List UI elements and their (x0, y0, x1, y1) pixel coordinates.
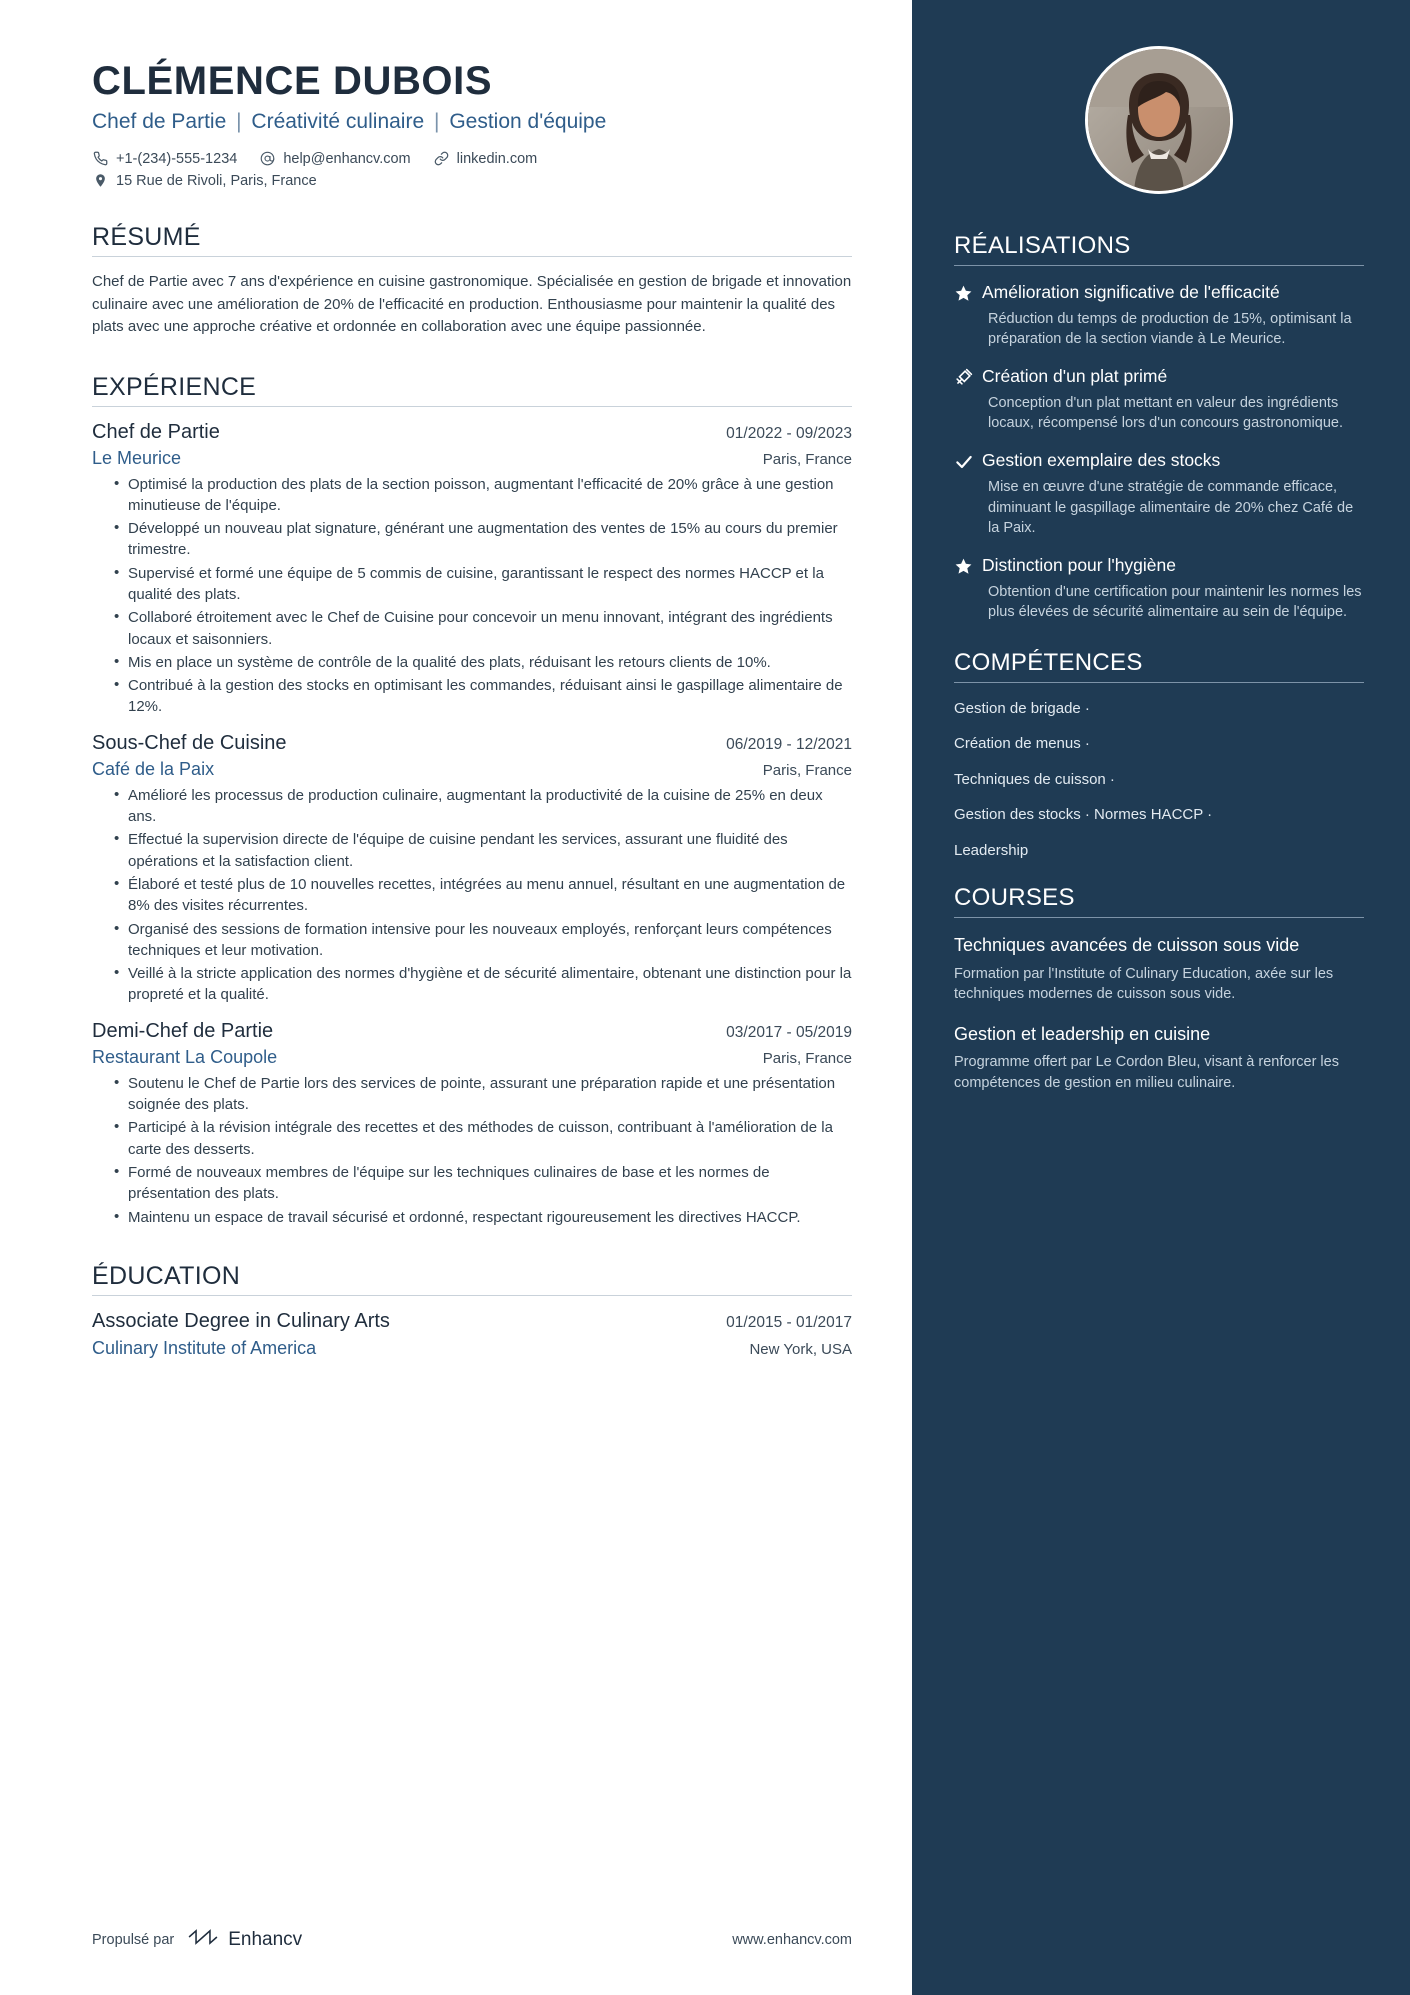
achievement-description: Mise en œuvre d'une stratégie de commande efficace, diminuant le gaspillage alimentaire de 20% chez Café de la Paix. (988, 478, 1354, 537)
link-icon (433, 150, 450, 167)
email-icon (259, 150, 276, 167)
experience-job-title: Sous-Chef de Cuisine (92, 731, 287, 754)
list-item: • Mis en place un système de contrôle de la qualité des plats, réduisant les retours clients de 10%. (114, 652, 852, 673)
course-item (954, 934, 1364, 1005)
course-item (954, 1023, 1364, 1094)
divider (92, 406, 852, 407)
experience-dates: 01/2022 - 09/2023 (726, 424, 852, 442)
experience-location: Paris, France (762, 1049, 852, 1067)
contact-email[interactable] (259, 150, 410, 167)
enhancv-brand-text: Enhancv (228, 1929, 303, 1950)
rocket-icon (954, 366, 982, 434)
achievement-title: Amélioration significative de l'efficacité (982, 282, 1280, 302)
list-item: • Supervisé et formé une équipe de 5 commis de cuisine, garantissant le respect des normes HACCP et la qualité des plats. (114, 563, 852, 606)
experience-entry (92, 421, 852, 718)
skill-item: Gestion des stocks · Normes HACCP · (954, 806, 1213, 824)
headline-part-1: Chef de Partie (92, 110, 227, 133)
avatar-container (954, 46, 1364, 194)
contact-row-primary (92, 150, 852, 167)
experience-bullet-list (92, 474, 852, 718)
achievement-description: Réduction du temps de production de 15%, optimisant la préparation de la section viande à Le Meurice. (988, 310, 1352, 348)
location-pin-icon (92, 172, 109, 189)
divider (92, 1295, 852, 1296)
skill-item: Leadership (954, 841, 1029, 859)
education-dates: 01/2015 - 01/2017 (726, 1313, 852, 1331)
achievement-title: Création d'un plat primé (982, 366, 1168, 387)
list-item: • Participé à la révision intégrale des recettes et des méthodes de cuisson, contribuant à l'amélioration de la carte des desserts. (114, 1117, 852, 1160)
achievement-title: Distinction pour l'hygiène (982, 554, 1177, 575)
headline-part-2: Créativité culinaire (251, 110, 425, 133)
experience-header (92, 1020, 852, 1043)
achievement-item (954, 366, 1364, 434)
contact-linkedin[interactable] (433, 150, 538, 167)
experience-location: Paris, France (762, 761, 852, 779)
experience-entry (92, 732, 852, 1006)
headline-part-3: Gestion d'équipe (449, 110, 607, 133)
divider (954, 917, 1364, 918)
section-title-achievements: RÉALISATIONS (954, 232, 1131, 259)
section-title-experience: EXPÉRIENCE (92, 372, 257, 401)
experience-subheader (92, 759, 852, 780)
achievement-item (954, 450, 1364, 539)
headline-separator: | (434, 110, 440, 133)
phone-icon (92, 150, 109, 167)
experience-company: Café de la Paix (92, 758, 215, 779)
star-icon (954, 555, 982, 623)
achievement-body (982, 282, 1364, 350)
experience-company: Restaurant La Coupole (92, 1046, 278, 1067)
list-item: • Soutenu le Chef de Partie lors des services de pointe, assurant une préparation rapide et une présentation soignée des plats. (114, 1073, 852, 1116)
contact-phone[interactable] (92, 150, 237, 167)
avatar-photo (1088, 49, 1230, 191)
list-item: • Veillé à la stricte application des normes d'hygiène et de sécurité alimentaire, obtenant une distinction pour la propreté et la qualité. (114, 963, 852, 1006)
list-item: • Optimisé la production des plats de la section poisson, augmentant l'efficacité de 20% grâce à une gestion minutieuse de l'équipe. (114, 474, 852, 517)
footer-website[interactable]: www.enhancv.com (732, 1932, 852, 1948)
star-icon (954, 282, 982, 350)
footer-powered-by-label: Propulsé par (92, 1932, 175, 1948)
list-item: • Effectué la supervision directe de l'équipe de cuisine pendant les services, assurant une fluidité des opérations et la satisfaction client. (114, 829, 852, 872)
contact-address-text: 15 Rue de Rivoli, Paris, France (116, 172, 317, 189)
achievement-body (982, 450, 1364, 539)
achievement-description: Conception d'un plat mettant en valeur des ingrédients locaux, récompensé lors d'un concours gastronomique. (988, 394, 1343, 432)
education-school: Culinary Institute of America (92, 1337, 317, 1358)
skill-item: Gestion de brigade · (954, 699, 1090, 717)
list-item: • Élaboré et testé plus de 10 nouvelles recettes, intégrées au menu annuel, résultant en une augmentation de 8% des visites récurrentes. (114, 874, 852, 917)
list-item: • Formé de nouveaux membres de l'équipe sur les techniques culinaires de base et les normes de présentation des plats. (114, 1162, 852, 1205)
avatar (1085, 46, 1233, 194)
check-icon (954, 450, 982, 539)
divider (92, 256, 852, 257)
experience-bullet-list (92, 1073, 852, 1228)
education-degree: Associate Degree in Culinary Arts (92, 1309, 390, 1332)
contact-phone-text: +1-(234)-555-1234 (116, 150, 238, 167)
section-title-education: ÉDUCATION (92, 1261, 241, 1290)
education-header (92, 1310, 852, 1333)
contact-email-text: help@enhancv.com (283, 150, 411, 167)
list-item: • Développé un nouveau plat signature, générant une augmentation des ventes de 15% au cours du premier trimestre. (114, 518, 852, 561)
experience-header (92, 421, 852, 444)
experience-subheader (92, 448, 852, 469)
divider (954, 265, 1364, 266)
course-title: Techniques avancées de cuisson sous vide (954, 935, 1300, 956)
section-title-summary: RÉSUMÉ (92, 223, 201, 251)
summary-text: Chef de Partie avec 7 ans d'expérience en cuisine gastronomique. Spécialisée en gestion de brigade et innovation culinaire avec une amélioration de 20% de l'efficacité en production. Enthousiasme pour maintenir la qualité des plats avec une approche créative et ordonnée en collaboration avec une équipe passionnée. (92, 273, 852, 335)
skill-item: Techniques de cuisson · (954, 770, 1115, 788)
experience-job-title: Demi-Chef de Partie (92, 1019, 274, 1042)
course-description: Programme offert par Le Cordon Bleu, visant à renforcer les compétences de gestion en milieu culinaire. (954, 1054, 1339, 1091)
achievement-title: Gestion exemplaire des stocks (982, 450, 1221, 471)
divider (954, 682, 1364, 683)
list-item: • Maintenu un espace de travail sécurisé et ordonné, respectant rigoureusement les directives HACCP. (114, 1207, 852, 1228)
section-title-skills: COMPÉTENCES (954, 648, 1143, 676)
experience-subheader (92, 1047, 852, 1068)
achievement-body (982, 366, 1364, 434)
contact-row-secondary (92, 172, 852, 189)
skills-list (954, 699, 1364, 861)
section-title-courses: COURSES (954, 884, 1075, 912)
education-entry (92, 1310, 852, 1359)
infinity-icon (186, 1927, 220, 1953)
list-item: • Amélioré les processus de production culinaire, augmentant la productivité de la cuisine de 25% en deux ans. (114, 785, 852, 828)
education-subheader (92, 1338, 852, 1359)
achievement-description: Obtention d'une certification pour maintenir les normes les plus élevées de sécurité alimentaire au sein de l'équipe. (988, 583, 1362, 621)
professional-headline (92, 110, 852, 134)
enhancv-logo[interactable] (186, 1927, 302, 1953)
list-item: • Collaboré étroitement avec le Chef de Cuisine pour concevoir un menu innovant, intégrant des ingrédients locaux et saisonniers. (114, 607, 852, 650)
contact-address (92, 172, 317, 189)
course-title: Gestion et leadership en cuisine (954, 1023, 1211, 1044)
experience-company: Le Meurice (92, 447, 182, 468)
course-description: Formation par l'Institute of Culinary Education, axée sur les techniques modernes de cuisson sous vide. (954, 965, 1334, 1003)
experience-bullet-list (92, 785, 852, 1006)
list-item: • Organisé des sessions de formation intensive pour les nouveaux employés, renforçant leurs compétences techniques et leur motivation. (114, 919, 852, 962)
education-location: New York, USA (749, 1340, 852, 1358)
page-footer (92, 1927, 852, 1953)
achievement-item (954, 555, 1364, 623)
footer-branding (92, 1927, 302, 1953)
resume-sidebar (912, 0, 1410, 1995)
experience-header (92, 732, 852, 755)
contact-linkedin-text: linkedin.com (456, 150, 538, 167)
achievement-item (954, 282, 1364, 350)
page-title: CLÉMENCE DUBOIS (92, 59, 493, 103)
skill-item: Création de menus · (954, 735, 1090, 753)
experience-job-title: Chef de Partie (92, 420, 220, 443)
experience-dates: 03/2017 - 05/2019 (726, 1023, 852, 1041)
achievement-body (982, 555, 1364, 623)
experience-dates: 06/2019 - 12/2021 (726, 735, 852, 753)
experience-location: Paris, France (762, 450, 852, 468)
headline-separator: | (236, 110, 242, 133)
list-item: • Contribué à la gestion des stocks en optimisant les commandes, réduisant ainsi le gaspillage alimentaire de 12%. (114, 675, 852, 718)
experience-entry (92, 1020, 852, 1228)
